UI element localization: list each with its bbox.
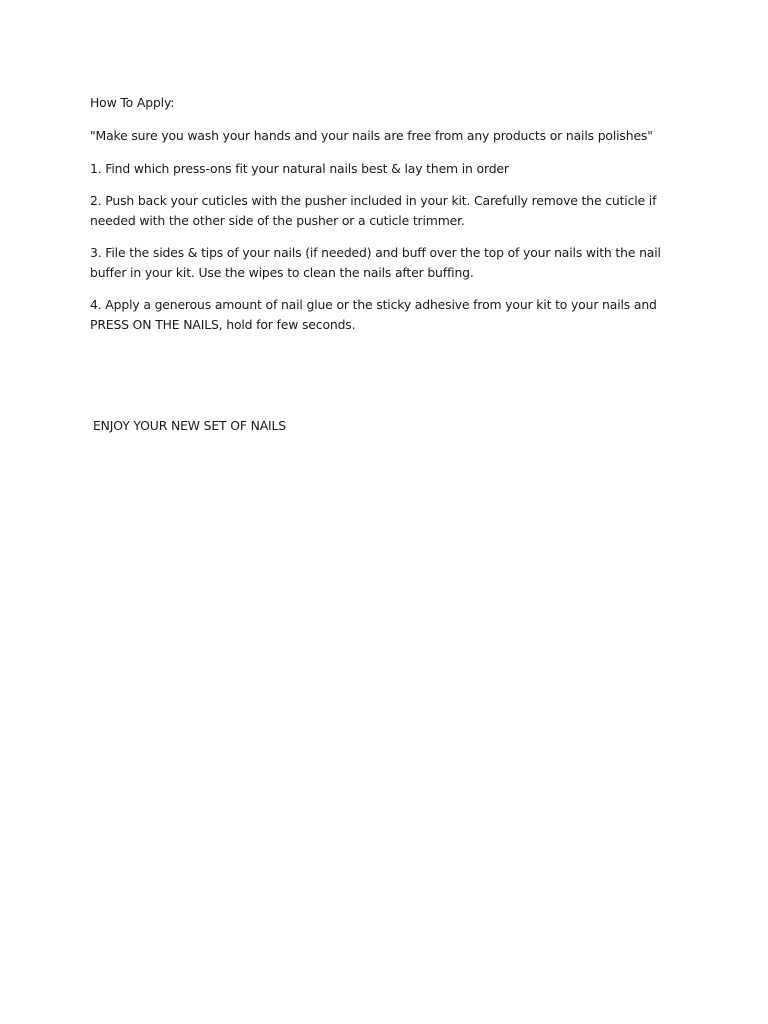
step-2: 2. Push back your cuticles with the pusher included in your kit. Carefully remove the cuticle if needed with the other side of the pusher or a cuticle trimmer. [90,193,657,228]
instructions-heading: How To Apply: [90,95,175,110]
closing-line: ENJOY YOUR NEW SET OF NAILS [93,418,287,433]
step-4: 4. Apply a generous amount of nail glue or the sticky adhesive from your kit to your nails and PRESS ON THE NAILS, hold for few seconds. [90,297,657,332]
instructions-body [90,93,682,335]
step-3: 3. File the sides & tips of your nails (if needed) and buff over the top of your nails with the nail buffer in your kit. Use the wipes to clean the nails after buffing. [90,245,661,280]
preparation-note: "Make sure you wash your hands and your nails are free from any products or nails polishes" [90,128,653,143]
step-1: 1. Find which press-ons fit your natural nails best & lay them in order [90,161,509,176]
